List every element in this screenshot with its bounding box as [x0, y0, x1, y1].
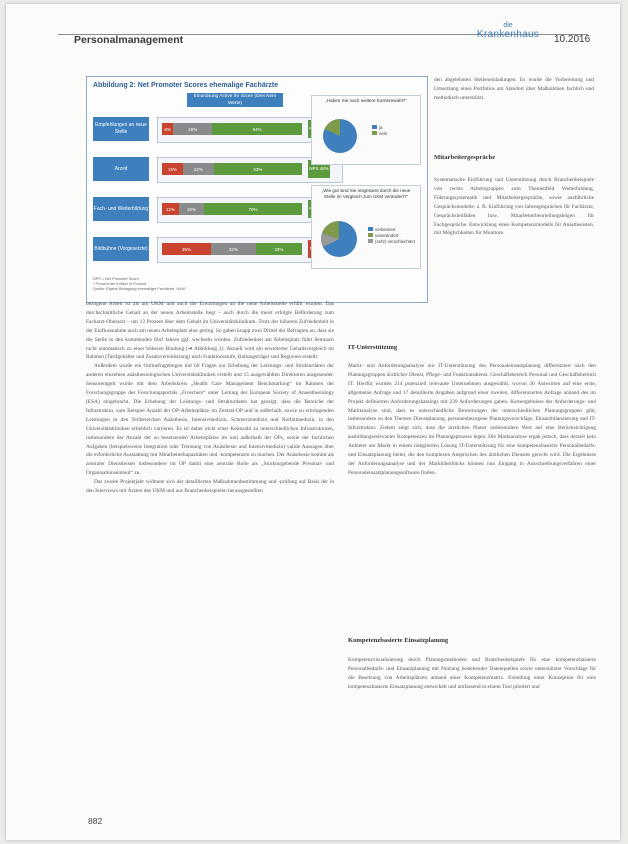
pie-chart [320, 116, 360, 156]
detractor-segment: 8% [162, 123, 173, 135]
row-label: Bildbühne (Vorgesetzte) [93, 237, 149, 261]
row-label: Fach- und Weiterbildung [93, 197, 149, 221]
legend-item: unverändert [368, 232, 415, 238]
figure-net-promoter-scores [86, 76, 428, 303]
legend-item: verbessert [368, 226, 415, 232]
promoter-segment: 33% [256, 243, 302, 255]
figure-notes [93, 277, 185, 292]
detractor-segment: 15% [162, 163, 183, 175]
row-label: Arzeit [93, 157, 149, 181]
passive-segment: 22% [183, 163, 214, 175]
pie-chart-box [311, 95, 421, 165]
heading-kompetenzbasierte-einsatzplanung: Kompetenzbasierte Einsatzplanung [348, 637, 449, 644]
promoter-segment: 64% [212, 123, 302, 135]
right-column-it [348, 362, 596, 624]
paragraph: Systematische Einführung und Unterstützung durch Branchenbeispiele von rechts Arbeitsgruppen zum Themenfeld Weiterbildung, Führungssystematik und Mitarbeitergespräche, sowie ausführliche Gesprächsmodelle, z. B. Einführung von Jahresgesprächen für Fachärzte, Gesprächsleitfäden bzw. Mitarbeiterbeurteilungsbögen für Fachgespräche. Entwicklung eines Kompetenzmodells für Anästhesisten, mit Möglichkeiten für Monitore. [434, 177, 594, 237]
logo-line-1: die [503, 22, 513, 29]
journal-logo [476, 22, 540, 40]
right-column-mitarbeiter [434, 176, 594, 292]
section-title: Personalmanagement [74, 34, 184, 46]
row-label: Empfehlungen an neue Stelle [93, 117, 149, 141]
heading-mitarbeitergespraeche: Mitarbeitergespräche [434, 154, 496, 161]
pie-legend [372, 124, 387, 136]
right-column-komp [348, 656, 596, 800]
paragraph: Markt- und Anforderungsanalyse zur IT-Unterstützung des Personaleinsatzplanung differenziert nach den Planungsgruppen ärztlicher Dienst, Pflege- und Funktionsdienst. Geschäftsbereich Personal und Geschäftsbereich IT. Hierfür wurden 214 potenziell relevante Unternehmen ausgewählt, wovon 30 Antworten auf eine erste, allgemeine Anfrage und 17 detaillierte Angaben aufgrund einer zweiten, differenzierten Anfrage anhand des im Projekt definierten Anforderungskatalogs mit 239 Anforderungen gaben. Kernergebnisse der Anforderungs- und Marktanalyse sind, dass es unterschiedliche Bewertungen der unterschiedlichen Planungsgruppen gibt, insbesondere zu den Themen Dienstplanung, personenbezogene Planungsvorschläge, Einsatzbilanzierung und IT-Infrastruktur. Zudem zeigt sich, dass die ärztlichen Planer insbesondere Wert auf eine Berücksichtigung ausbildungsrelevanter Kompetenzen im Planungsprozess legen. Die Marktanalyse ergab jedoch, dass derzeit kein Anbieter am Markt in einem integrierten Lösung IT-Unterstützung für eine kompetenzbasierte Personalbedarfs- und Einsatzplanung bietet, die den komplexen Ansprüchen des ärztlichen Dienstes gerecht wird. Die Ergebnisse der Anforderungsanalyse und der Marktüberblicks können nun Eingang in Ausschreibungsverfahren einer Personaleinsatzplanungssoftware finden. [348, 363, 596, 476]
pie-question: „Wie gut sind Sie insgesamt durch die neue Stelle im Vergleich zum UKM verändert?“ [321, 188, 411, 199]
pie-question: „Haben Sie nach weitere Karrierewahl?“ [325, 98, 407, 103]
journal-page [6, 4, 620, 840]
nps-badge: NPS 48% [308, 160, 330, 178]
paragraph: den abgelehnten Stelleneinladungen. Es wurde die Vorbereitung und Umsetzung eines Portfolios am Standort über Maßnahmen fachlich und methodisch unterstützt. [434, 77, 594, 101]
legend-item: nein [372, 130, 387, 136]
logo-line-2: Krankenhaus [476, 29, 540, 40]
passive-segment: 18% [179, 203, 204, 215]
legend-item: (sehr) verschlechtert [368, 238, 415, 244]
pie-chart [318, 218, 360, 260]
figure-title: Abbildung 2: Net Promoter Scores ehemalige Fachärzte [93, 82, 279, 89]
promoter-segment: 70% [204, 203, 302, 215]
detractor-segment: 35% [162, 243, 211, 255]
passive-segment: 28% [173, 123, 212, 135]
heading-it-unterstuetzung: IT-Unterstützung [348, 344, 398, 351]
issue-date: 10.2016 [554, 34, 591, 45]
paragraph: Das zweite Projektjahr widmete sich der detaillierten Maßnahmenbestimmung und -prüfung auf Basis der in den Interviews mit Ärzten des UKM und aus Branchenbeispielen herausgestellten [86, 479, 334, 495]
legend-item: ja [372, 124, 387, 130]
passive-segment: 32% [211, 243, 256, 255]
bar-column-header: Einordnung Active Ihr Score (Drei Kern Werte) [187, 93, 283, 107]
figure-note: Quelle: Eigene Befragung ehemaliger Fachärzte, UKM [93, 287, 185, 291]
left-column-text [86, 300, 334, 800]
paragraph: Außerdem wurde ein Onlinefragebogen mit 60 Fragen zur Erhebung der Leistungs- und Strukturdaten der anderen einzelnen anästhesiologischen Universitätskliniken erstellt und 15 ausgewählten Direktoren ausgesendet. Sensorentgelt wurde mit dem Arbeitskreis „Health Care Management Benchmarking“ im Rahmen der Forschungsgruppe des Forschungsportals „Froschers“ unter Leitung der European Society of Anaesthesiology (ESA) eingebracht. Die Erhebung der Leistungs- und Strukturdaten hat gezeigt, dass die Bereiche der Infrastruktur, zum Beispiel Anzahl der OP-Arbeitsplätze im Zentral-OP und in außerhalb, sowie zu erbringenden Leistungen in den Teilbereichen Anästhesie, Intensivmedizin, Schmerzmedizin und Notfallmedizin, in den Universitätskliniken erheblich variieren. Es ist daher nicht einer Kennzahl zu unterschiedlichen Infrastrukturen, insbesondere der Anzahl der zu besetzenden Arbeitsplätze im und außerhalb der OPs, sowie der fachlichen Aufgaben (beispielsweise Integration oder Trennung von Anästhesie und Intensivmedizin) valide Aussagen über die erforderliche Ausstattung mit Mitarbeiterkapazitäten und -kompetenzen zu machen. Der Anästhesie kommt als zentraler Dienstleister insbesondere im OP damit eine zentrale Rolle als „Strukturgebende Personal- und Organisationseinheit“ zu. [86, 363, 334, 477]
promoter-segment: 63% [214, 163, 302, 175]
pie-chart-box [311, 185, 421, 269]
figure-note: * Prozent der Kritiker in Prozent [93, 282, 147, 286]
detractor-segment: 12% [162, 203, 179, 215]
page-number: 882 [88, 816, 103, 826]
right-column-intro [434, 76, 594, 103]
paragraph: Kompetenzvisualisierung durch Planungsmethoden und Branchenbeispiele für eine kompetenzbasierte Personalbedarfs- und Einsatzplanung mit Nutzung bestehender Datenquellen sowie unterstützter Vorschläge für die Besetzung von Arbeitsplätzen anhand einer Kompetenzmatrix. Erstellung einer Konzeption für eine kompetenzbasierte Einsatzplanung entwickelt und umfassend in einem Tool pilotiert und [348, 657, 596, 690]
paragraph: bezogene Arbeit ist als am UKM und auch die Erwartungen an die neue Arbeitsstelle erfüllt wurden. Das durchschnittliche Gehalt an der neuen Arbeitsstelle liegt – auch durch die meist erfolgte Beförderung zum Facharzt-Oberarzt – um 13 Prozent über dem Gehalt im Universitätsklinikum. Trotz der höheren Zufriedenheit in der Einflussnahme auch am neuen Arbeitsplatz eher gering. So gaben knapp zwei Drittel der Befragten an, dass sie die Stelle in den kommenden fünf Jahren ggf. wechseln würden. Zufriedenheit am Arbeitsplatz führt demnach nicht automatisch zu einer höheren Bindung (➔ Abbildung 2). Aktuell wird ein erweiterter Gehaltsvergleich im Rahmen (Tarifgehälter und Zusatzvereinbarung) nach Funktionsstufe, Ballungsträger und Regionen erstellt. [86, 301, 334, 361]
pie-legend [368, 226, 415, 244]
figure-note: NPS = Net Promoter Score [93, 277, 139, 281]
